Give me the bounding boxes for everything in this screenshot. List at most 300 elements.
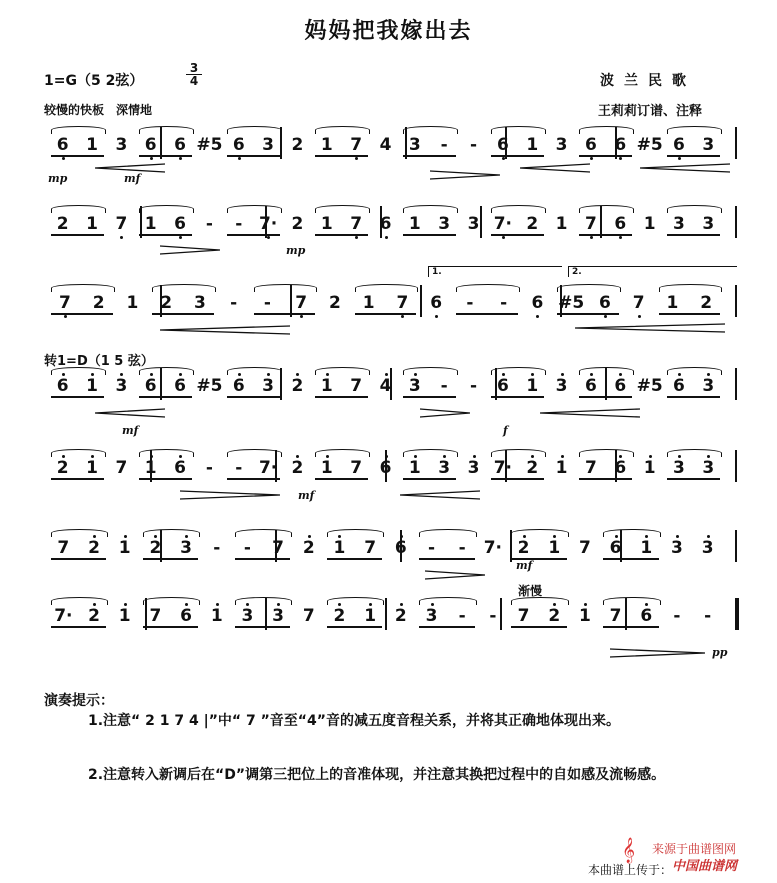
- beam-underline: [659, 313, 721, 315]
- jianpu-note: 2: [328, 293, 341, 313]
- jianpu-note: 2: [291, 214, 304, 234]
- octave-dot-icon: [502, 236, 505, 239]
- beam-underline: [227, 155, 280, 157]
- jianpu-note: 4: [379, 376, 392, 396]
- slur-arc: [557, 284, 621, 292]
- jianpu-note: 6: [614, 458, 627, 478]
- octave-dot-icon: [124, 535, 127, 538]
- beam-underline: [139, 155, 192, 157]
- jianpu-note: -: [458, 538, 466, 558]
- jianpu-note: 2: [56, 458, 69, 478]
- barline: [735, 368, 737, 400]
- jianpu-note: 7: [302, 606, 315, 626]
- jianpu-note: 1: [86, 458, 98, 478]
- jianpu-note: 3: [467, 458, 480, 478]
- beam-underline: [51, 155, 104, 157]
- jianpu-note: 7·: [54, 606, 73, 626]
- jianpu-note: 1: [144, 458, 157, 478]
- dynamic-marking: pp: [712, 646, 728, 659]
- jianpu-note: 3: [180, 538, 192, 558]
- jianpu-note: 3: [467, 214, 480, 234]
- jianpu-note: 7: [350, 458, 363, 478]
- beam-underline: [667, 396, 720, 398]
- jianpu-note: 7: [295, 293, 308, 313]
- jianpu-note: 2: [88, 538, 100, 558]
- beam-underline: [315, 478, 368, 480]
- beam-underline: [579, 155, 632, 157]
- slur-arc: [403, 449, 458, 457]
- jianpu-note: 6: [531, 293, 544, 313]
- slur-arc: [51, 597, 108, 605]
- slur-arc: [254, 284, 318, 292]
- beam-underline: [152, 313, 214, 315]
- octave-dot-icon: [649, 455, 652, 458]
- jianpu-note: -: [458, 606, 466, 626]
- jianpu-note: #5: [196, 376, 223, 396]
- jianpu-note: 2: [56, 214, 69, 234]
- jianpu-note: 3: [425, 606, 438, 626]
- ritardando-marking: 渐慢: [518, 584, 543, 598]
- hairpin-icon: [180, 490, 280, 500]
- hairpin-icon: [420, 408, 470, 418]
- beam-underline: [51, 396, 104, 398]
- jianpu-note: 1: [86, 376, 98, 396]
- jianpu-note: 6: [394, 538, 407, 558]
- slur-arc: [51, 205, 106, 213]
- jianpu-note: 3: [272, 606, 285, 626]
- jianpu-note: 7: [585, 214, 597, 234]
- tip-item-2: 2.注意转入新调后在“D”调第三把位上的音准体现，并注意其换把过程中的自如感及流畅感。: [88, 767, 666, 783]
- watermark-brand: 中国曲谱网: [672, 859, 738, 874]
- jianpu-note: 1: [320, 214, 333, 234]
- beam-underline: [403, 155, 456, 157]
- dynamic-marking: mf: [516, 559, 533, 572]
- jianpu-note: 6: [585, 135, 597, 155]
- jianpu-note: 2: [517, 538, 530, 558]
- slur-arc: [403, 205, 458, 213]
- modulation-marking: 转1=D（1 5 弦）: [44, 354, 154, 369]
- jianpu-note: 3: [702, 214, 715, 234]
- jianpu-note: 1: [666, 293, 679, 313]
- hairpin-icon: [610, 648, 705, 658]
- jianpu-note: #5: [558, 293, 585, 313]
- beam-underline: [491, 478, 544, 480]
- beam-underline: [456, 313, 518, 315]
- jianpu-note: 1: [362, 293, 375, 313]
- beam-underline: [51, 313, 113, 315]
- octave-dot-icon: [150, 157, 153, 160]
- jianpu-note: 7: [58, 293, 71, 313]
- jianpu-note: 7: [609, 606, 622, 626]
- octave-dot-icon: [590, 236, 593, 239]
- jianpu-note: 2: [92, 293, 105, 313]
- beam-underline: [579, 234, 632, 236]
- octave-dot-icon: [435, 315, 438, 318]
- slur-arc: [659, 284, 723, 292]
- slur-arc: [139, 449, 194, 457]
- jianpu-note: 1: [408, 214, 421, 234]
- beam-underline: [227, 396, 280, 398]
- jianpu-note: 3: [241, 606, 254, 626]
- octave-dot-icon: [678, 157, 681, 160]
- hairpin-icon: [540, 408, 640, 418]
- tip-item-1: 1.注意“ 2 1 7 4 |”中“ 7 ”音至“4”音的减五度音程关系，并将其正确地体现出来。: [88, 713, 620, 729]
- hairpin-icon: [160, 245, 220, 255]
- dynamic-marking: f: [503, 424, 508, 437]
- jianpu-note: 3: [438, 458, 451, 478]
- jianpu-note: 1: [86, 135, 98, 155]
- beam-underline: [667, 234, 720, 236]
- jianpu-note: 6: [144, 135, 157, 155]
- jianpu-note: 6: [614, 135, 627, 155]
- jianpu-note: 6: [232, 376, 245, 396]
- jianpu-note: #5: [636, 135, 663, 155]
- beam-underline: [491, 234, 544, 236]
- octave-dot-icon: [638, 315, 641, 318]
- barline: [735, 127, 737, 159]
- slur-arc: [419, 529, 476, 537]
- jianpu-note: #5: [196, 135, 223, 155]
- jianpu-note: 1: [126, 293, 139, 313]
- watermark-upload: 本曲谱上传于：: [588, 863, 673, 877]
- barline: [735, 285, 737, 317]
- beam-underline: [327, 558, 382, 560]
- tips-heading: 演奏提示：: [44, 693, 114, 709]
- beam-underline: [603, 626, 658, 628]
- slur-arc: [667, 205, 722, 213]
- jianpu-note: -: [470, 135, 478, 155]
- jianpu-note: 3: [702, 376, 715, 396]
- beam-underline: [579, 396, 632, 398]
- barline: [735, 450, 737, 482]
- slur-arc: [227, 205, 282, 213]
- beam-underline: [143, 626, 198, 628]
- jianpu-note: 7: [517, 606, 530, 626]
- jianpu-note: 2: [302, 538, 315, 558]
- jianpu-note: 2: [160, 293, 173, 313]
- beam-underline: [51, 626, 106, 628]
- jianpu-note: 7·: [258, 458, 278, 478]
- slur-arc: [579, 126, 634, 134]
- jianpu-note: -: [440, 376, 448, 396]
- octave-dot-icon: [64, 315, 67, 318]
- jianpu-note: 3: [408, 135, 421, 155]
- beam-underline: [143, 558, 198, 560]
- slur-arc: [51, 284, 115, 292]
- jianpu-note: 2: [149, 538, 162, 558]
- jianpu-note: 2: [394, 606, 407, 626]
- treble-clef-logo-icon: 𝄞: [622, 838, 636, 863]
- jianpu-note: 6: [379, 214, 392, 234]
- jianpu-note: 3: [673, 458, 685, 478]
- slur-arc: [315, 367, 370, 375]
- jianpu-note: 2: [291, 376, 304, 396]
- jianpu-note: -: [235, 458, 243, 478]
- score-title: 妈妈把我嫁出去: [304, 19, 473, 44]
- barline: [735, 530, 737, 562]
- jianpu-note: 6: [174, 458, 186, 478]
- jianpu-note: 6: [379, 458, 392, 478]
- dynamic-marking: mf: [124, 172, 141, 185]
- octave-dot-icon: [604, 315, 607, 318]
- slur-arc: [152, 284, 216, 292]
- hairpin-icon: [95, 163, 165, 173]
- hairpin-icon: [575, 323, 725, 333]
- octave-dot-icon: [308, 535, 311, 538]
- beam-underline: [139, 478, 192, 480]
- jianpu-note: 1: [640, 538, 653, 558]
- beam-underline: [491, 396, 544, 398]
- beam-underline: [139, 396, 192, 398]
- octave-dot-icon: [179, 236, 182, 239]
- barline: [735, 598, 739, 630]
- beam-underline: [315, 155, 368, 157]
- jianpu-note: 7: [57, 538, 70, 558]
- volta-bracket: 1.: [428, 266, 562, 277]
- slur-arc: [327, 597, 384, 605]
- slur-arc: [667, 449, 722, 457]
- beam-underline: [603, 558, 658, 560]
- jianpu-note: 3: [115, 376, 128, 396]
- beam-underline: [315, 234, 368, 236]
- jianpu-note: 6: [609, 538, 622, 558]
- slur-arc: [51, 529, 108, 537]
- jianpu-note: 6: [673, 376, 685, 396]
- octave-dot-icon: [561, 455, 564, 458]
- octave-dot-icon: [355, 236, 358, 239]
- slur-arc: [403, 126, 458, 134]
- jianpu-note: 7: [149, 606, 162, 626]
- jianpu-note: 1: [555, 458, 568, 478]
- slur-arc: [667, 367, 722, 375]
- slur-arc: [579, 449, 634, 457]
- beam-underline: [327, 626, 382, 628]
- hairpin-icon: [160, 325, 290, 335]
- jianpu-note: 1: [333, 538, 346, 558]
- slur-arc: [143, 529, 200, 537]
- dynamic-marking: mf: [122, 424, 139, 437]
- jianpu-note: -: [263, 293, 271, 313]
- slur-arc: [235, 597, 292, 605]
- jianpu-note: 2: [291, 458, 304, 478]
- slur-arc: [235, 529, 292, 537]
- octave-dot-icon: [619, 157, 622, 160]
- octave-dot-icon: [179, 157, 182, 160]
- octave-dot-icon: [536, 315, 539, 318]
- jianpu-note: 2: [291, 135, 304, 155]
- jianpu-note: 3: [262, 135, 275, 155]
- jianpu-note: 1: [643, 458, 656, 478]
- slur-arc: [511, 529, 568, 537]
- jianpu-note: 7: [350, 214, 363, 234]
- slur-arc: [603, 529, 660, 537]
- slur-arc: [51, 449, 106, 457]
- jianpu-note: -: [230, 293, 238, 313]
- hairpin-icon: [520, 163, 590, 173]
- octave-dot-icon: [385, 373, 388, 376]
- beam-underline: [419, 626, 474, 628]
- hairpin-icon: [95, 408, 165, 418]
- jianpu-note: 2: [526, 458, 539, 478]
- octave-dot-icon: [619, 236, 622, 239]
- tempo-marking: 较慢的快板 深情地: [44, 103, 153, 117]
- jianpu-note: 2: [700, 293, 713, 313]
- jianpu-note: 2: [88, 606, 100, 626]
- jianpu-note: 3: [555, 135, 568, 155]
- octave-dot-icon: [400, 535, 403, 538]
- slur-arc: [315, 126, 370, 134]
- jianpu-note: 7·: [493, 214, 513, 234]
- jianpu-note: 3: [702, 135, 715, 155]
- time-signature-bottom: 4: [189, 74, 199, 88]
- slur-arc: [491, 126, 546, 134]
- slur-arc: [227, 126, 282, 134]
- jianpu-note: -: [470, 376, 478, 396]
- jianpu-note: -: [243, 538, 251, 558]
- jianpu-note: 6: [430, 293, 443, 313]
- beam-underline: [227, 478, 280, 480]
- jianpu-note: 1: [320, 376, 333, 396]
- jianpu-note: 4: [379, 135, 392, 155]
- octave-dot-icon: [238, 157, 241, 160]
- jianpu-note: -: [427, 538, 436, 558]
- jianpu-note: 1: [578, 606, 591, 626]
- barline: [735, 206, 737, 238]
- slur-arc: [419, 597, 476, 605]
- beam-underline: [579, 478, 632, 480]
- slur-arc: [579, 205, 634, 213]
- beam-underline: [51, 558, 106, 560]
- jianpu-note: 6: [56, 376, 69, 396]
- jianpu-note: 6: [614, 376, 627, 396]
- jianpu-note: 2: [548, 606, 561, 626]
- octave-dot-icon: [267, 236, 270, 239]
- jianpu-note: 6: [174, 214, 186, 234]
- jianpu-note: -: [704, 606, 712, 626]
- hairpin-icon: [640, 163, 730, 173]
- jianpu-note: 1: [118, 538, 131, 558]
- hairpin-icon: [430, 170, 500, 180]
- beam-underline: [355, 313, 417, 315]
- jianpu-note: 3: [193, 293, 206, 313]
- slur-arc: [603, 597, 660, 605]
- jianpu-note: 7: [396, 293, 409, 313]
- octave-dot-icon: [707, 535, 710, 538]
- slur-arc: [227, 449, 282, 457]
- jianpu-note: -: [213, 538, 221, 558]
- jianpu-note: 7: [364, 538, 377, 558]
- octave-dot-icon: [216, 603, 219, 606]
- jianpu-note: 3: [702, 458, 715, 478]
- jianpu-note: 6: [598, 293, 611, 313]
- jianpu-note: 3: [555, 376, 568, 396]
- jianpu-note: 1: [320, 458, 333, 478]
- jianpu-note: 6: [180, 606, 192, 626]
- jianpu-note: 3: [701, 538, 714, 558]
- octave-dot-icon: [676, 535, 679, 538]
- dynamic-marking: mp: [286, 244, 306, 257]
- octave-dot-icon: [385, 455, 388, 458]
- jianpu-note: 6: [174, 376, 186, 396]
- octave-dot-icon: [62, 157, 65, 160]
- slur-arc: [491, 367, 546, 375]
- jianpu-note: #5: [636, 376, 663, 396]
- slur-arc: [51, 367, 106, 375]
- slur-arc: [327, 529, 384, 537]
- jianpu-note: 6: [144, 376, 157, 396]
- jianpu-note: 3: [262, 376, 275, 396]
- beam-underline: [419, 558, 474, 560]
- jianpu-note: 1: [118, 606, 131, 626]
- slur-arc: [51, 126, 106, 134]
- octave-dot-icon: [590, 157, 593, 160]
- dynamic-marking: mp: [48, 172, 68, 185]
- jianpu-note: 6: [232, 135, 245, 155]
- jianpu-note: 1: [364, 606, 377, 626]
- slur-arc: [143, 597, 200, 605]
- beam-underline: [403, 478, 456, 480]
- slur-arc: [139, 205, 194, 213]
- hairpin-icon: [400, 490, 480, 500]
- jianpu-note: 3: [673, 214, 685, 234]
- jianpu-note: 6: [585, 376, 597, 396]
- jianpu-note: 1: [210, 606, 223, 626]
- jianpu-note: 1: [643, 214, 656, 234]
- jianpu-note: 3: [115, 135, 128, 155]
- jianpu-note: 3: [671, 538, 683, 558]
- jianpu-note: 3: [408, 376, 421, 396]
- beam-underline: [51, 234, 104, 236]
- octave-dot-icon: [120, 236, 123, 239]
- beam-underline: [557, 313, 619, 315]
- beam-underline: [491, 155, 544, 157]
- jianpu-note: 7: [115, 458, 128, 478]
- jianpu-note: 1: [86, 214, 98, 234]
- slur-arc: [491, 449, 546, 457]
- beam-underline: [235, 626, 290, 628]
- jianpu-note: 7·: [258, 214, 278, 234]
- jianpu-note: 1: [526, 376, 539, 396]
- jianpu-note: 7: [632, 293, 645, 313]
- key-signature: 1=G（5 2弦）: [44, 73, 144, 89]
- jianpu-note: 6: [174, 135, 186, 155]
- jianpu-note: 6: [673, 135, 685, 155]
- jianpu-note: -: [466, 293, 474, 313]
- beam-underline: [667, 478, 720, 480]
- beam-underline: [51, 478, 104, 480]
- slur-arc: [667, 126, 722, 134]
- octave-dot-icon: [401, 315, 404, 318]
- octave-dot-icon: [355, 157, 358, 160]
- beam-underline: [254, 313, 316, 315]
- beam-underline: [227, 234, 280, 236]
- octave-dot-icon: [561, 373, 564, 376]
- jianpu-note: -: [205, 458, 213, 478]
- jianpu-note: 6: [496, 376, 509, 396]
- jianpu-note: -: [440, 135, 448, 155]
- jianpu-note: 7: [585, 458, 597, 478]
- jianpu-note: 1: [555, 214, 568, 234]
- jianpu-note: 1: [526, 135, 539, 155]
- slur-arc: [139, 126, 194, 134]
- octave-dot-icon: [473, 455, 476, 458]
- beam-underline: [139, 234, 192, 236]
- slur-arc: [491, 205, 546, 213]
- slur-arc: [139, 367, 194, 375]
- dynamic-marking: mf: [298, 489, 315, 502]
- jianpu-note: 7: [578, 538, 591, 558]
- jianpu-note: -: [235, 214, 243, 234]
